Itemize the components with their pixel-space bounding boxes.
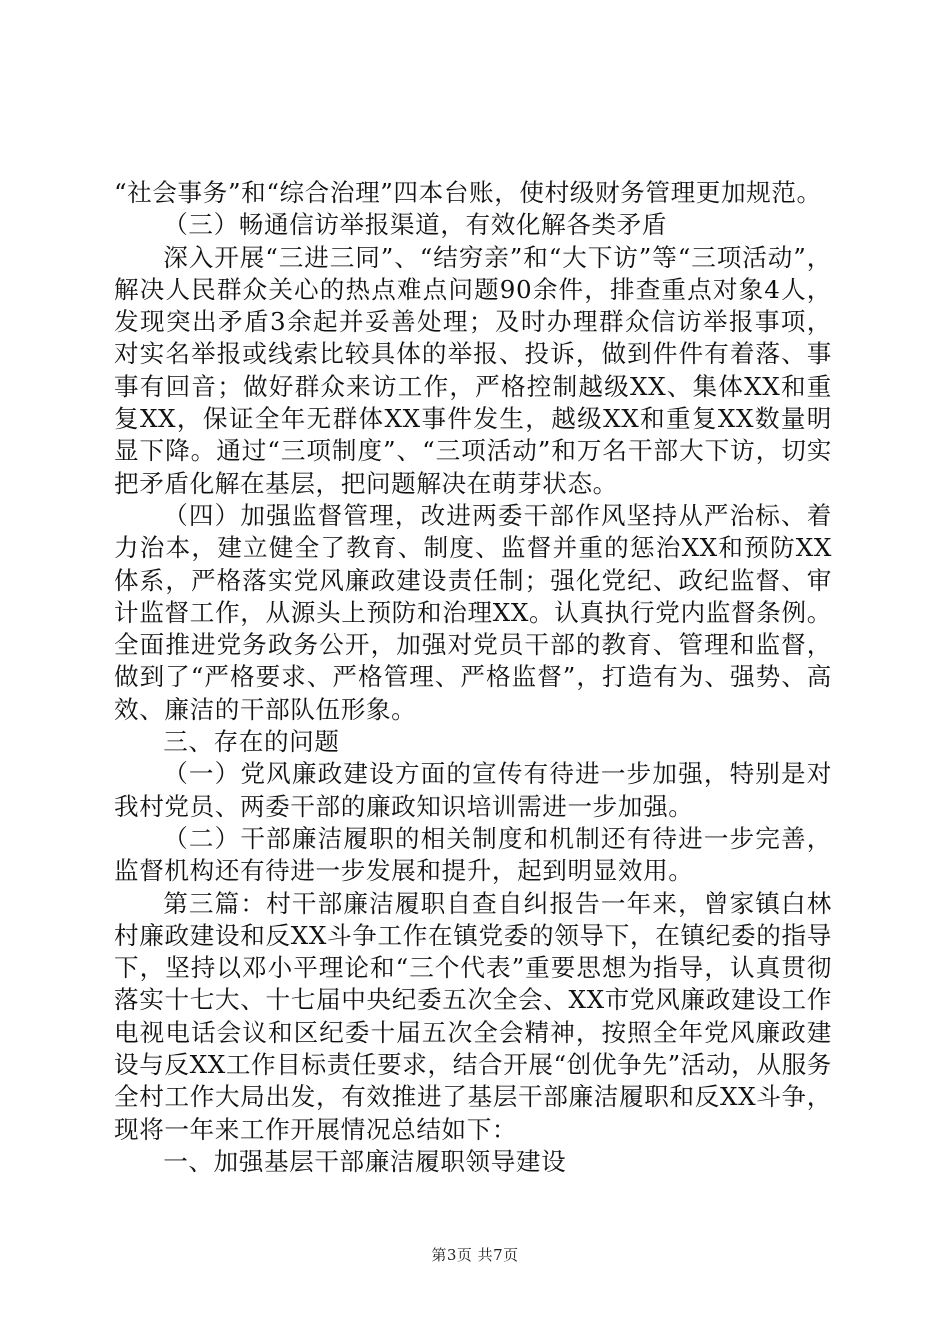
heading-leadership-building: 一、加强基层干部廉洁履职领导建设 (163, 1146, 567, 1176)
paragraph-supervision: （四）加强监督管理，改进两委干部作风坚持从严治标、着力治本，建立健全了教育、制度、监督并重的惩治XX和预防XX体系，严格落实党风廉政建设责任制；强化党纪、政纪监督、审计监督工作，从源头上预防和治理XX。认真执行党内监督条例。全面推进党务政务公开，加强对党员干部的教育、管理和监督，做到了“严格要求、严格管理、严格监督”，打造有为、强势、高效、廉洁的干部队伍形象。 (114, 500, 832, 724)
paragraph-part-3-intro: 第三篇：村干部廉洁履职自查自纠报告一年来，曾家镇白林村廉政建设和反XX斗争工作在镇党委的领导下，在镇纪委的指导下，坚持以邓小平理论和“三个代表”重要思想为指导，认真贯彻落实十七大、十七届中央纪委五次全会、XX市党风廉政建设工作电视电话会议和区纪委十届五次全会精神，按照全年党风廉政建设与反XX工作目标责任要求，结合开展“创优争先”活动，从服务全村工作大局出发，有效推进了基层干部廉洁履职和反XX斗争，现将一年来工作开展情况总结如下： (114, 888, 832, 1144)
paragraph-continuation: “社会事务”和“综合治理”四本台账，使村级财务管理更加规范。 (114, 178, 822, 207)
heading-section-3: （三）畅通信访举报渠道，有效化解各类矛盾 (163, 210, 668, 240)
paragraph-problem-1: （一）党风廉政建设方面的宣传有待进一步加强，特别是对我村党员、两委干部的廉政知识培训需进一步加强。 (114, 759, 832, 821)
heading-existing-problems: 三、存在的问题 (163, 727, 340, 757)
paragraph-petition-work: 深入开展“三进三同”、“结穷亲”和“大下访”等“三项活动”，解决人民群众关心的热点难点问题90余件，排查重点对象4人，发现突出矛盾3余起并妥善处理；及时办理群众信访举报事项，对实名举报或线索比较具体的举报、投诉，做到件件有着落、事事有回音；做好群众来访工作，严格控制越级XX、集体XX和重复XX，保证全年无群体XX事件发生，越级XX和重复XX数量明显下降。通过“三项制度”、“三项活动”和万名干部大下访，切实把矛盾化解在基层，把问题解决在萌芽状态。 (114, 242, 832, 498)
document-body (114, 177, 832, 1178)
paragraph-problem-2: （二）干部廉洁履职的相关制度和机制还有待进一步完善，监督机构还有待进一步发展和提升，起到明显效用。 (114, 823, 832, 886)
page-number-footer: 第3页 共7页 (431, 1246, 519, 1264)
